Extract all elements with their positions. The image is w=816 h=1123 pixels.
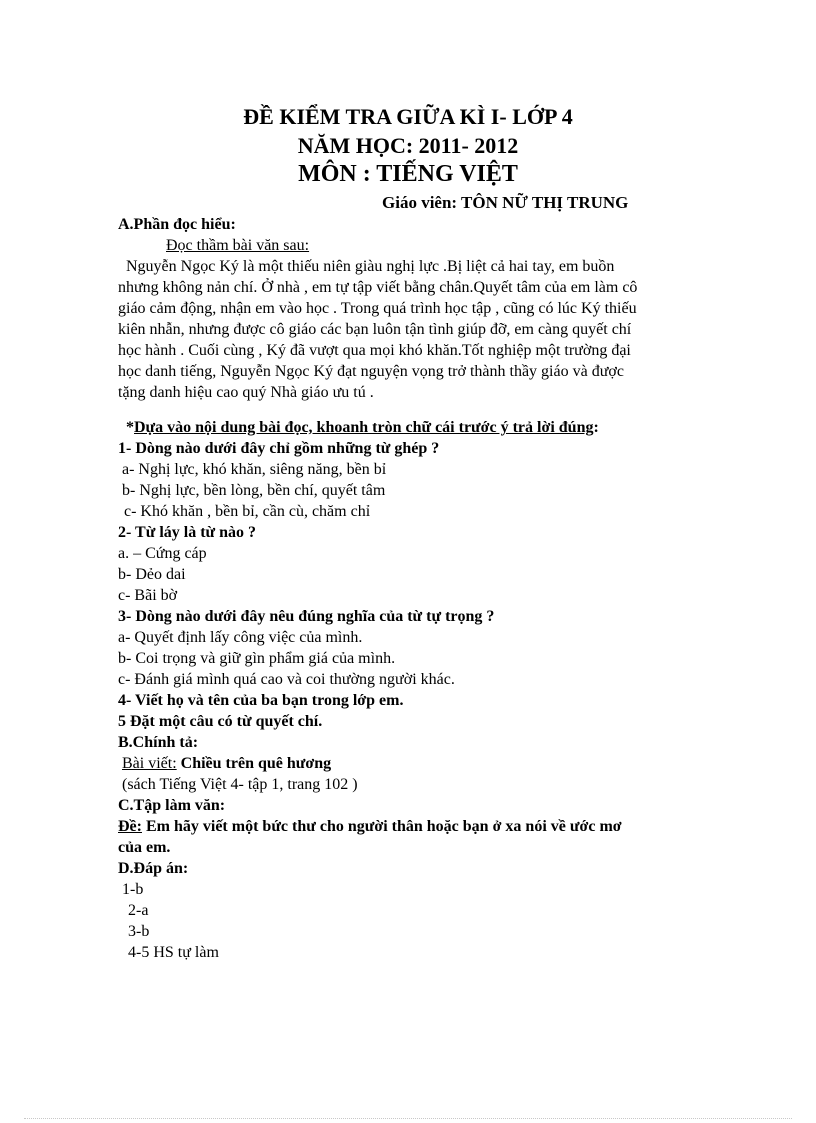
question-1-option-b: b- Nghị lực, bền lòng, bền chí, quyết tâm	[122, 482, 386, 499]
answer-item: 4-5 HS tự làm	[128, 944, 219, 961]
task-text: Dựa vào nội dung bài đọc, khoanh tròn chữ cái trước ý trả lời đúng	[134, 419, 594, 436]
title-line-1: ĐỀ KIỂM TRA GIỮA KÌ I- LỚP 4	[243, 104, 573, 129]
question-1: 1- Dòng nào dưới đây chỉ gồm những từ ghép ?	[118, 440, 440, 457]
title-line-2: NĂM HỌC: 2011- 2012	[297, 133, 519, 158]
dictation-title-text: Chiều trên quê hương	[176, 755, 332, 772]
question-3-option-a: a- Quyết định lấy công việc của mình.	[118, 629, 363, 646]
dictation-label: Bài viết:	[122, 755, 177, 772]
question-5: 5 Đặt một câu có từ quyết chí.	[118, 713, 323, 730]
teacher-name: Giáo viên: TÔN NỮ THỊ TRUNG	[382, 193, 629, 212]
section-b-heading: B.Chính tả:	[118, 734, 199, 751]
essay-prompt-line-2: của em.	[118, 839, 171, 856]
document-body	[118, 214, 698, 963]
question-2: 2- Từ láy là từ nào ?	[118, 524, 257, 541]
passage-line: Nguyễn Ngọc Ký là một thiếu niên giàu nghị lực .Bị liệt cả hai tay, em buồn	[126, 258, 615, 275]
question-2-option-a: a. – Cứng cáp	[118, 545, 207, 562]
essay-label: Đề:	[118, 818, 142, 835]
question-3-option-c: c- Đánh giá mình quá cao và coi thường người khác.	[118, 671, 455, 688]
section-d-heading: D.Đáp án:	[118, 860, 189, 877]
passage-line: nhưng không nản chí. Ở nhà , em tự tập viết bằng chân.Quyết tâm của em làm cô	[118, 279, 638, 296]
passage-line: tặng danh hiệu cao quý Nhà giáo ưu tú .	[118, 384, 374, 401]
dictation-title	[118, 753, 698, 774]
spacer	[118, 403, 698, 417]
passage-line: học danh tiếng, Nguyễn Ngọc Ký đạt nguyện vọng trở thành thầy giáo và được	[118, 363, 624, 380]
question-3: 3- Dòng nào dưới đây nêu đúng nghĩa của từ tự trọng ?	[118, 608, 495, 625]
answer-item: 2-a	[128, 902, 149, 919]
passage-line: kiên nhẫn, nhưng được cô giáo các bạn luôn tận tình giúp đỡ, em càng quyết chí	[118, 321, 632, 338]
question-3-option-b: b- Coi trọng và giữ gìn phẩm giá của mình.	[118, 650, 396, 667]
essay-prompt-text: Em hãy viết một bức thư cho người thân hoặc bạn ở xa nói về ước mơ	[141, 818, 622, 835]
question-2-option-b: b- Dẻo dai	[118, 566, 186, 583]
answer-item: 3-b	[128, 923, 150, 940]
dictation-source: (sách Tiếng Việt 4- tập 1, trang 102 )	[122, 776, 358, 793]
answer-item: 1-b	[122, 881, 144, 898]
task-colon: :	[593, 419, 599, 436]
passage-line: giáo cảm động, nhận em vào học . Trong quá trình học tập , cũng có lúc Ký thiếu	[118, 300, 637, 317]
passage-line: học hành . Cuối cùng , Ký đã vượt qua mọi khó khăn.Tốt nghiệp một trường đại	[118, 342, 631, 359]
reading-instruction-text: Đọc thầm bài văn sau:	[166, 237, 310, 254]
section-a-heading: A.Phần đọc hiểu:	[118, 216, 236, 233]
title-line-3: MÔN : TIẾNG VIỆT	[298, 161, 518, 187]
page-bottom-border	[24, 1118, 792, 1119]
question-1-option-c: c- Khó khăn , bền bỉ, cần cù, chăm chỉ	[124, 503, 371, 520]
task-instruction	[118, 417, 698, 438]
section-c-heading: C.Tập làm văn:	[118, 797, 226, 814]
question-4: 4- Viết họ và tên của ba bạn trong lớp em.	[118, 692, 404, 709]
question-2-option-c: c- Bãi bờ	[118, 587, 178, 604]
task-star: *	[126, 419, 134, 436]
reading-instruction	[118, 235, 698, 256]
question-1-option-a: a- Nghị lực, khó khăn, siêng năng, bền bỉ	[122, 461, 387, 478]
essay-prompt-line-1	[118, 816, 698, 837]
